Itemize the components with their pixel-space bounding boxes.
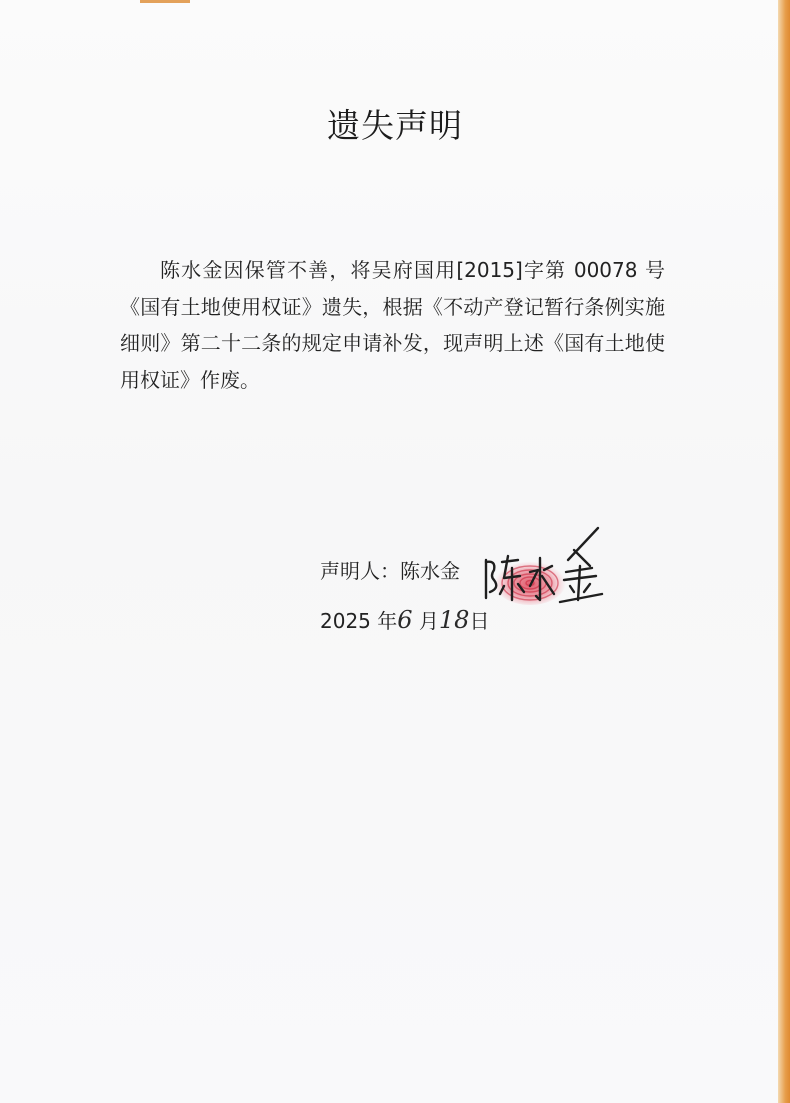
date-month: 6 xyxy=(397,606,413,634)
date-year-unit: 年 xyxy=(377,609,398,633)
document-title: 遗失声明 xyxy=(327,106,463,145)
date-day: 18 xyxy=(438,606,470,634)
declarant-label: 声明人：陈水金 xyxy=(320,559,460,583)
handwritten-signature xyxy=(478,520,608,615)
date-year: 2025 xyxy=(320,609,371,633)
statement-body: 陈水金因保管不善，将吴府国用[2015]字第 00078 号《国有土地使用权证》遗失，根据《不动产登记暂行条例实施细则》第二十二条的规定申请补发，现声明上述《国有土地使用权证》作废。 xyxy=(120,258,665,392)
page-edge-decoration xyxy=(778,0,790,1103)
date-day-unit: 日 xyxy=(469,609,490,633)
date-month-unit: 月 xyxy=(418,609,439,633)
declaration-date xyxy=(320,605,489,634)
page-top-mark xyxy=(140,0,190,3)
